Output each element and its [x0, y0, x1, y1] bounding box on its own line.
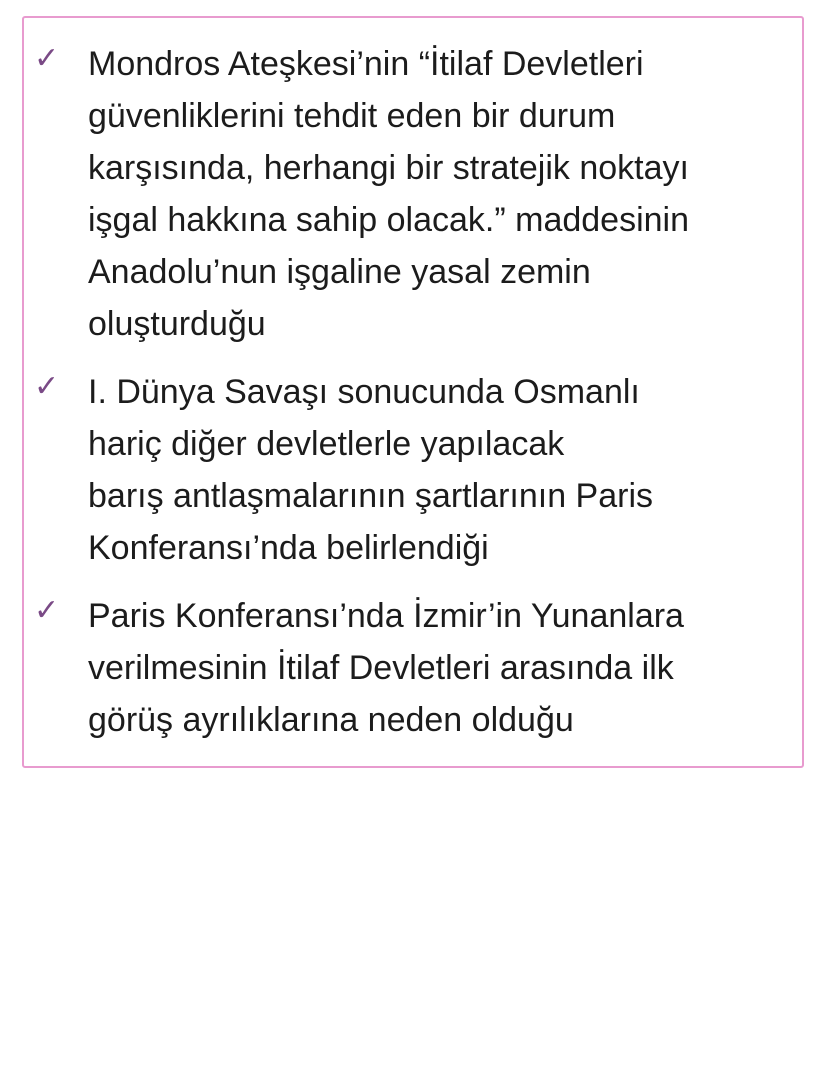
text-line: I. Dünya Savaşı sonucunda Osmanlı	[88, 373, 640, 411]
text-line: Konferansı’nda belirlendiği	[88, 529, 489, 567]
check-icon: ✓	[34, 42, 60, 75]
checklist-item-text	[88, 366, 653, 574]
checklist-item-text	[88, 38, 689, 350]
text-line: karşısında, herhangi bir stratejik noktayı	[88, 149, 689, 187]
check-icon: ✓	[34, 370, 60, 403]
text-line: hariç diğer devletlerle yapılacak	[88, 425, 565, 463]
text-line: güvenliklerini tehdit eden bir durum	[88, 97, 616, 135]
text-line: görüş ayrılıklarına neden olduğu	[88, 701, 574, 739]
checklist-item-text	[88, 590, 684, 746]
checklist-box	[22, 16, 804, 768]
text-line: işgal hakkına sahip olacak.” maddesinin	[88, 201, 690, 239]
text-line: barış antlaşmalarının şartlarının Paris	[88, 477, 654, 515]
text-line: Mondros Ateşkesi’nin “İtilaf Devletleri	[88, 45, 644, 83]
text-line: Paris Konferansı’nda İzmir’in Yunanlara	[88, 597, 684, 635]
text-line: verilmesinin İtilaf Devletleri arasında ilk	[88, 649, 674, 687]
check-icon: ✓	[34, 594, 60, 627]
text-line: oluşturduğu	[88, 305, 266, 343]
text-line: Anadolu’nun işgaline yasal zemin	[88, 253, 591, 291]
